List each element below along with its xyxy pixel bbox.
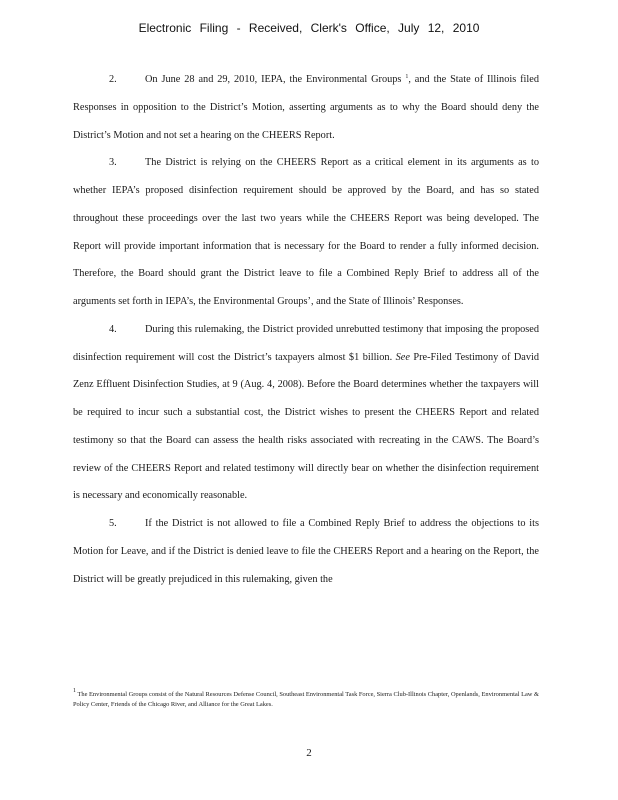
paragraph-number: 3. [109,157,117,169]
footnote-reference: 1 [405,74,409,80]
paragraph-text: During this rulemaking, the District provided unrebutted testimony that imposing the proposed disinfection requirement will cost the District’s taxpayers almost $1 billion. [73,323,539,363]
citation-signal: See [395,351,410,363]
paragraph-number: 2. [109,74,117,85]
paragraph-5 [73,510,539,593]
footnote-marker: 1 [73,688,76,694]
paragraph-text: , and the State of Illinois filed Responses in opposition to the District’s Motion, asserting arguments as to why the Board should deny the District’s Motion and not set a hearing on the CHEERS Report. [73,74,539,141]
page-number: 2 [306,747,312,759]
paragraph-4 [73,316,539,510]
paragraph-number: 4. [109,323,117,335]
paragraph-3 [73,149,539,316]
footnote [73,690,539,710]
paragraph-text: If the District is not allowed to file a Combined Reply Brief to address the objections to its Motion for Leave, and if the District is denied leave to file the CHEERS Report and a hearing on the Report, the District will be greatly prejudiced in this rulemaking, given the [73,518,539,585]
paragraph-text: On June 28 and 29, 2010, IEPA, the Environmental Groups [145,74,406,85]
paragraph-number: 5. [109,518,117,529]
paragraph-text: The District is relying on the CHEERS Report as a critical element in its arguments as to whether IEPA’s proposed disinfection requirement should be approved by the Board, and has so stated throughout these proceedings over the last two years while the CHEERS Report was being developed. The Report will provide important information that is necessary for the Board to render a fully informed decision. Therefore, the Board should grant the District leave to file a Combined Reply Brief to address all of the arguments set forth in IEPA’s, the Environmental Groups’, and the State of Illinois’ Responses. [73,157,539,307]
footnote-text: The Environmental Groups consist of the Natural Resources Defense Council, Southeast Environmental Task Force, Sierra Club-Illinois Chapter, Openlands, Environmental Law & Policy Center, Friends of the Chicago River, and Alliance for the Great Lakes. [73,691,539,708]
paragraph-2 [73,66,539,149]
document-body [73,66,539,593]
filing-stamp-header: Electronic Filing - Received, Clerk's Office, July 12, 2010 [138,21,480,35]
paragraph-text: Pre-Filed Testimony of David Zenz Effluent Disinfection Studies, at 9 (Aug. 4, 2008). Before the Board determines whether the taxpayers will be required to incur such a substantial cost, the District wishes to present the CHEERS Report and related testimony so that the Board can assess the health risks associated with recreating in the CAWS. The Board’s review of the CHEERS Report and related testimony will directly bear on whether the disinfection requirement is necessary and economically reasonable. [73,351,540,502]
